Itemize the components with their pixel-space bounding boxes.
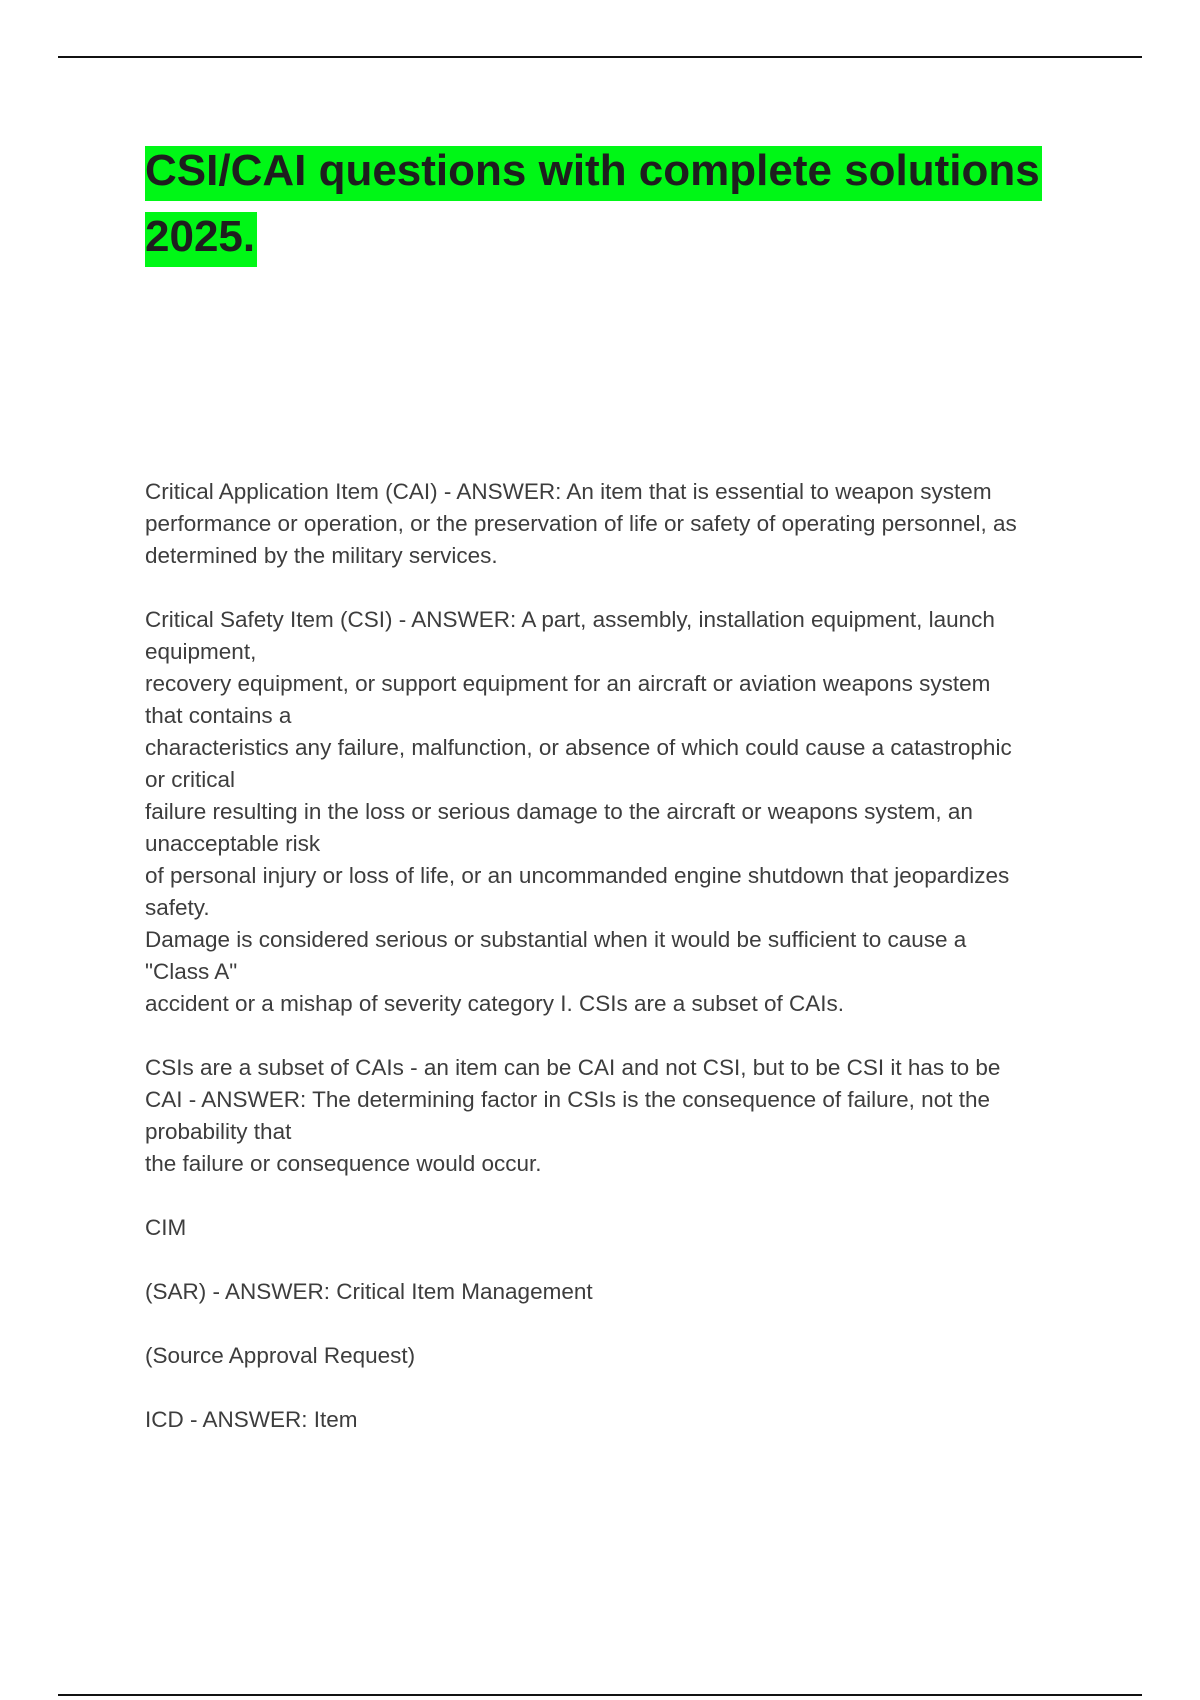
text-line: unacceptable risk xyxy=(145,831,321,856)
bottom-divider xyxy=(58,1694,1142,1696)
qa-icd xyxy=(145,1404,1095,1436)
title-line-2: 2025. xyxy=(145,212,257,267)
text-line: equipment, xyxy=(145,639,257,664)
document-body xyxy=(145,476,1095,1468)
qa-csi-subset xyxy=(145,1052,1095,1180)
text-line: Damage is considered serious or substantial when it would be sufficient to cause a xyxy=(145,927,967,952)
text-line: (Source Approval Request) xyxy=(145,1343,416,1368)
qa-cim xyxy=(145,1212,1095,1244)
qa-sar xyxy=(145,1276,1095,1308)
text-line: safety. xyxy=(145,895,210,920)
text-line: determined by the military services. xyxy=(145,543,498,568)
text-line: CAI - ANSWER: The determining factor in CSIs is the consequence of failure, not the xyxy=(145,1087,990,1112)
text-line: failure resulting in the loss or serious damage to the aircraft or weapons system, an xyxy=(145,799,973,824)
text-line: Critical Application Item (CAI) - ANSWER: An item that is essential to weapon system xyxy=(145,479,992,504)
text-line: of personal injury or loss of life, or an uncommanded engine shutdown that jeopardizes xyxy=(145,863,1010,888)
text-line: performance or operation, or the preservation of life or safety of operating personnel, as xyxy=(145,511,1017,536)
text-line: Critical Safety Item (CSI) - ANSWER: A part, assembly, installation equipment, launch xyxy=(145,607,995,632)
text-line: "Class A" xyxy=(145,959,238,984)
text-line: or critical xyxy=(145,767,236,792)
qa-cai-definition xyxy=(145,476,1095,572)
text-line: accident or a mishap of severity category I. CSIs are a subset of CAIs. xyxy=(145,991,845,1016)
text-line: the failure or consequence would occur. xyxy=(145,1151,542,1176)
text-line: CIM xyxy=(145,1215,187,1240)
title-line-1: CSI/CAI questions with complete solutions xyxy=(145,146,1042,201)
text-line: (SAR) - ANSWER: Critical Item Management xyxy=(145,1279,593,1304)
text-line: characteristics any failure, malfunction, or absence of which could cause a catastrophic xyxy=(145,735,1012,760)
text-line: recovery equipment, or support equipment for an aircraft or aviation weapons system xyxy=(145,671,991,696)
top-divider xyxy=(58,56,1142,58)
text-line: ICD - ANSWER: Item xyxy=(145,1407,358,1432)
qa-csi-definition xyxy=(145,604,1095,1020)
qa-source-approval xyxy=(145,1340,1095,1372)
text-line: probability that xyxy=(145,1119,292,1144)
text-line: CSIs are a subset of CAIs - an item can be CAI and not CSI, but to be CSI it has to be xyxy=(145,1055,1001,1080)
text-line: that contains a xyxy=(145,703,292,728)
document-title xyxy=(145,138,1145,270)
